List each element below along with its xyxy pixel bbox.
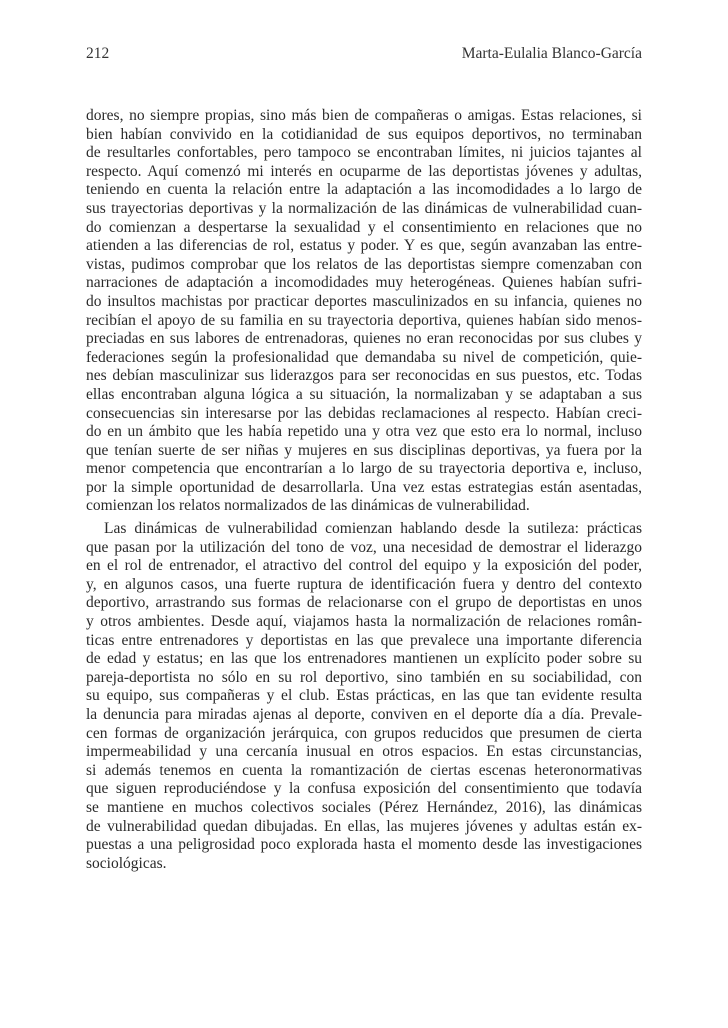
text-line: de edad y estatus; en las que los entrenadores mantienen un explícito poder sobre su [86,650,642,668]
text-line: sus trayectorias deportivas y la normalización de las dinámicas de vulnerabilidad cuan- [86,199,642,217]
text-line: si además tenemos en cuenta la romantización de ciertas escenas heteronormativas [86,761,642,779]
text-line: respecto. Aquí comenzó mi interés en ocuparme de las deportistas jóvenes y adultas, [86,162,642,180]
text-line: do comienzan a despertarse la sexualidad y el consentimiento en relaciones que no [86,218,642,236]
text-line: por la simple oportunidad de desarrollarla. Una vez estas estrategias están asentadas, [86,478,642,496]
text-line: de vulnerabilidad quedan dibujadas. En ellas, las mujeres jóvenes y adultas están ex- [86,817,642,835]
text-line: su equipo, sus compañeras y el club. Estas prácticas, en las que tan evidente resulta [86,687,642,705]
text-line: recibían el apoyo de su familia en su trayectoria deportiva, quienes habían sido menos- [86,311,642,329]
text-line: que siguen reproduciéndose y la confusa exposición del consentimiento que todavía [86,780,642,798]
text-line: Las dinámicas de vulnerabilidad comienzan hablando desde la sutileza: prácticas [104,520,642,538]
text-line: teniendo en cuenta la relación entre la adaptación a las incomodidades a lo largo de [86,181,642,199]
text-line: pareja-deportista no sólo en su rol deportivo, sino también en su sociabilidad, con [86,668,642,686]
text-line: consecuencias sin interesarse por las debidas reclamaciones al respecto. Habían creci- [86,404,642,422]
text-line: federaciones según la profesionalidad que demandaba su nivel de competición, quie- [86,348,642,366]
text-line: y otros ambientes. Desde aquí, viajamos hasta la normalización de relaciones român- [86,613,642,631]
text-line: comienzan los relatos normalizados de las dinámicas de vulnerabilidad. [86,497,530,515]
text-line: preciadas en sus labores de entrenadoras, quienes no eran reconocidas por sus clubes y [86,330,642,348]
body-text [86,107,642,877]
paragraph [86,520,642,873]
text-line: deportivo, arrastrando sus formas de relacionarse con el grupo de deportistas en unos [86,594,642,612]
text-line: la denuncia para miradas ajenas al deporte, conviven en el deporte día a día. Prevale- [86,706,642,723]
text-line: ticas entre entrenadores y deportistas en las que prevalece una importante diferencia [86,631,642,649]
text-line: sociológicas. [86,854,167,872]
text-line: bien habían convivido en la cotidianidad de sus equipos deportivos, no terminaban [86,125,642,143]
text-line: que tenían suerte de ser niñas y mujeres en sus disciplinas deportivas, ya fuera por la [86,441,642,459]
text-line: y, en algunos casos, una fuerte ruptura de identificación fuera y dentro del contexto [86,575,642,593]
text-line: que pasan por la utilización del tono de voz, una necesidad de demostrar el liderazgo [86,538,642,556]
text-line: dores, no siempre propias, sino más bien de compañeras o amigas. Estas relaciones, si [86,107,642,124]
running-title: Marta-Eulalia Blanco-García [461,45,642,62]
text-line: do insultos machistas por practicar deportes masculinizados en su infancia, quienes no [86,292,642,310]
text-line: cen formas de organización jerárquica, con grupos reducidos que presumen de cierta [86,724,642,742]
text-line: nes debían masculinizar sus liderazgos para ser reconocidas en sus puestos, etc. Todas [86,367,642,385]
text-line: menor competencia que encontrarían a lo largo de su trayectoria deportiva e, incluso, [86,460,642,478]
text-line: puestas a una peligrosidad poco explorada hasta el momento desde las investigaciones [86,836,642,854]
paragraph [86,107,642,516]
text-line: de resultarles confortables, pero tampoco se encontraban límites, ni juicios tajantes al [86,144,642,162]
page-header [86,44,642,64]
text-line: impermeabilidad y una cercanía inusual en otros espacios. En estas circunstancias, [86,743,642,761]
text-line: se mantiene en muchos colectivos sociales (Pérez Hernández, 2016), las dinámicas [86,798,642,816]
page-number: 212 [86,45,110,62]
text-line: vistas, pudimos comprobar que los relatos de las deportistas siempre comenzaban con [86,255,642,273]
text-line: do en un ámbito que les había repetido una y otra vez que esto era lo normal, incluso [86,423,642,441]
text-line: narraciones de adaptación a incomodidades muy heterogéneas. Quienes habían sufri- [86,274,642,292]
text-line: en el rol de entrenador, el atractivo del control del equipo y la exposición del poder, [86,557,642,575]
text-line: atienden a las diferencias de rol, estatus y poder. Y es que, según avanzaban las entre- [86,237,642,255]
text-line: ellas encontraban alguna lógica a su situación, la normalizaban y se adaptaban a sus [86,385,642,403]
